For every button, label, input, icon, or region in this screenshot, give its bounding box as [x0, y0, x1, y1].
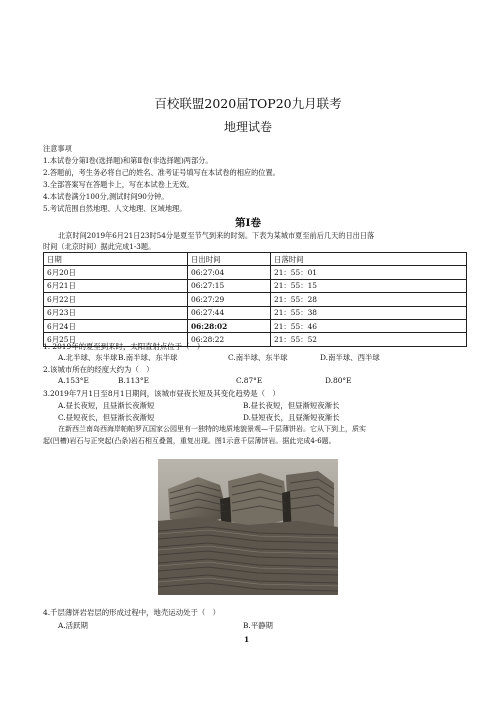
question-2-option-b: B.113°E [118, 376, 149, 385]
notice-item-2: 2.答题前，考生务必将自己的姓名、准考证号填写在本试卷的相应的位置。 [43, 168, 280, 177]
table-header-sunrise: 日出时间 [188, 253, 271, 266]
notice-heading: 注意事项 [43, 144, 72, 153]
table-cell-sunset: 21：55：01 [271, 266, 467, 279]
passage-line-1: 在新西兰南岛西海岸帕帕罗瓦国家公园里有一独特的地质地貌景观—千层薄饼岩。它从下到上，质实 [58, 425, 366, 433]
table-cell-sunset: 21：55：38 [271, 306, 467, 319]
table-cell-date: 6月21日 [44, 279, 188, 292]
table-cell-date: 6月22日 [44, 293, 188, 306]
exam-title: 百校联盟2020届TOP20九月联考 [154, 96, 342, 111]
table-cell-sunrise: 06:27:29 [188, 293, 271, 306]
table-row [44, 266, 467, 279]
table-cell-date: 6月23日 [44, 306, 188, 319]
sunrise-sunset-table [43, 252, 467, 347]
table-cell-date: 6月20日 [44, 266, 188, 279]
intro-line-1: 北京时间2019年6月21日23时54分是夏至节气到来的时刻。下表为某城市夏至前后几天的日出日落 [58, 231, 375, 240]
table-row [44, 306, 467, 319]
notice-item-4: 4.本试卷满分100分,测试时间90分钟。 [43, 192, 169, 201]
question-3-option-d: D.昼短夜长，且昼渐短夜渐长 [243, 413, 340, 422]
table-cell-date: 6月24日 [44, 319, 188, 332]
table-row [44, 319, 467, 332]
pancake-rocks-photo [158, 459, 338, 595]
table-cell-sunrise: 06:27:04 [188, 266, 271, 279]
question-3-option-a: A.昼长夜短，且昼渐长夜渐短 [58, 401, 155, 410]
question-2-option-a: A.153°E [58, 376, 89, 385]
question-1-option-b: B.南半球、东半球 [118, 353, 178, 362]
table-header-date: 日期 [44, 253, 188, 266]
section-title: 第Ⅰ卷 [235, 217, 261, 229]
question-4-stem: 4.千层薄饼岩岩层的形成过程中，地壳运动处于（ ） [43, 608, 221, 617]
question-3-option-c: C.昼短夜长，但昼渐长夜渐短 [58, 413, 155, 422]
table-cell-sunset: 21：55：28 [271, 293, 467, 306]
table-cell-sunset: 21：55：15 [271, 279, 467, 292]
question-2-option-c: C.87°E [236, 376, 263, 385]
table-cell-sunrise: 06:28:02 [188, 319, 271, 332]
table-header-row [44, 253, 467, 266]
question-1-option-d: D.南半球、西半球 [320, 353, 380, 362]
table-row [44, 279, 467, 292]
passage-line-2: 起(凹槽)岩石与正突起(凸条)岩石相互叠置，重复出现。图1示意千层薄饼岩。据此完成4-6题。 [43, 437, 336, 445]
question-4-option-b: B.平静期 [243, 621, 273, 630]
notice-item-1: 1.本试卷分第Ⅰ卷(选择题)和第Ⅱ卷(非选择题)两部分。 [43, 156, 213, 165]
table-row [44, 293, 467, 306]
question-1-option-c: C.南半球、东半球 [228, 353, 288, 362]
question-2-stem: 2.该城市所在的经度大约为（ ） [43, 365, 154, 374]
table-cell-date: 6月25日 [44, 333, 188, 346]
table-cell-sunrise: 06:27:15 [188, 279, 271, 292]
subject-title: 地理试卷 [223, 120, 272, 134]
question-4-option-a: A.活跃期 [58, 621, 88, 630]
table-header-sunset: 日落时间 [271, 253, 467, 266]
table-cell-sunset: 21：55：52 [271, 333, 467, 346]
question-3-stem: 3.2019年7月1日至8月1日期间，该城市昼夜长短及其变化趋势是（ ） [43, 389, 280, 398]
question-3-option-b: B.昼长夜短，但昼渐短夜渐长 [243, 401, 340, 410]
table-cell-sunrise: 06:27:44 [188, 306, 271, 319]
page-number: 1 [244, 635, 250, 644]
notice-item-5: 5.考试范围自然地理、人文地理、区域地理。 [43, 204, 187, 213]
question-2-option-d: D.80°E [325, 376, 352, 385]
question-1-option-a: A.北半球、东半球 [58, 353, 118, 362]
notice-item-3: 3.全部答案写在答题卡上，写在本试卷上无效。 [43, 180, 194, 189]
table-cell-sunrise: 06:28:22 [188, 333, 271, 346]
table-cell-sunset: 21：55：46 [271, 319, 467, 332]
intro-line-2: 时间（北京时间）据此完成1-3题。 [43, 242, 156, 251]
question-1-stem: 1. 2019年的夏至到来时，太阳直射点位于（ ） [43, 342, 205, 351]
